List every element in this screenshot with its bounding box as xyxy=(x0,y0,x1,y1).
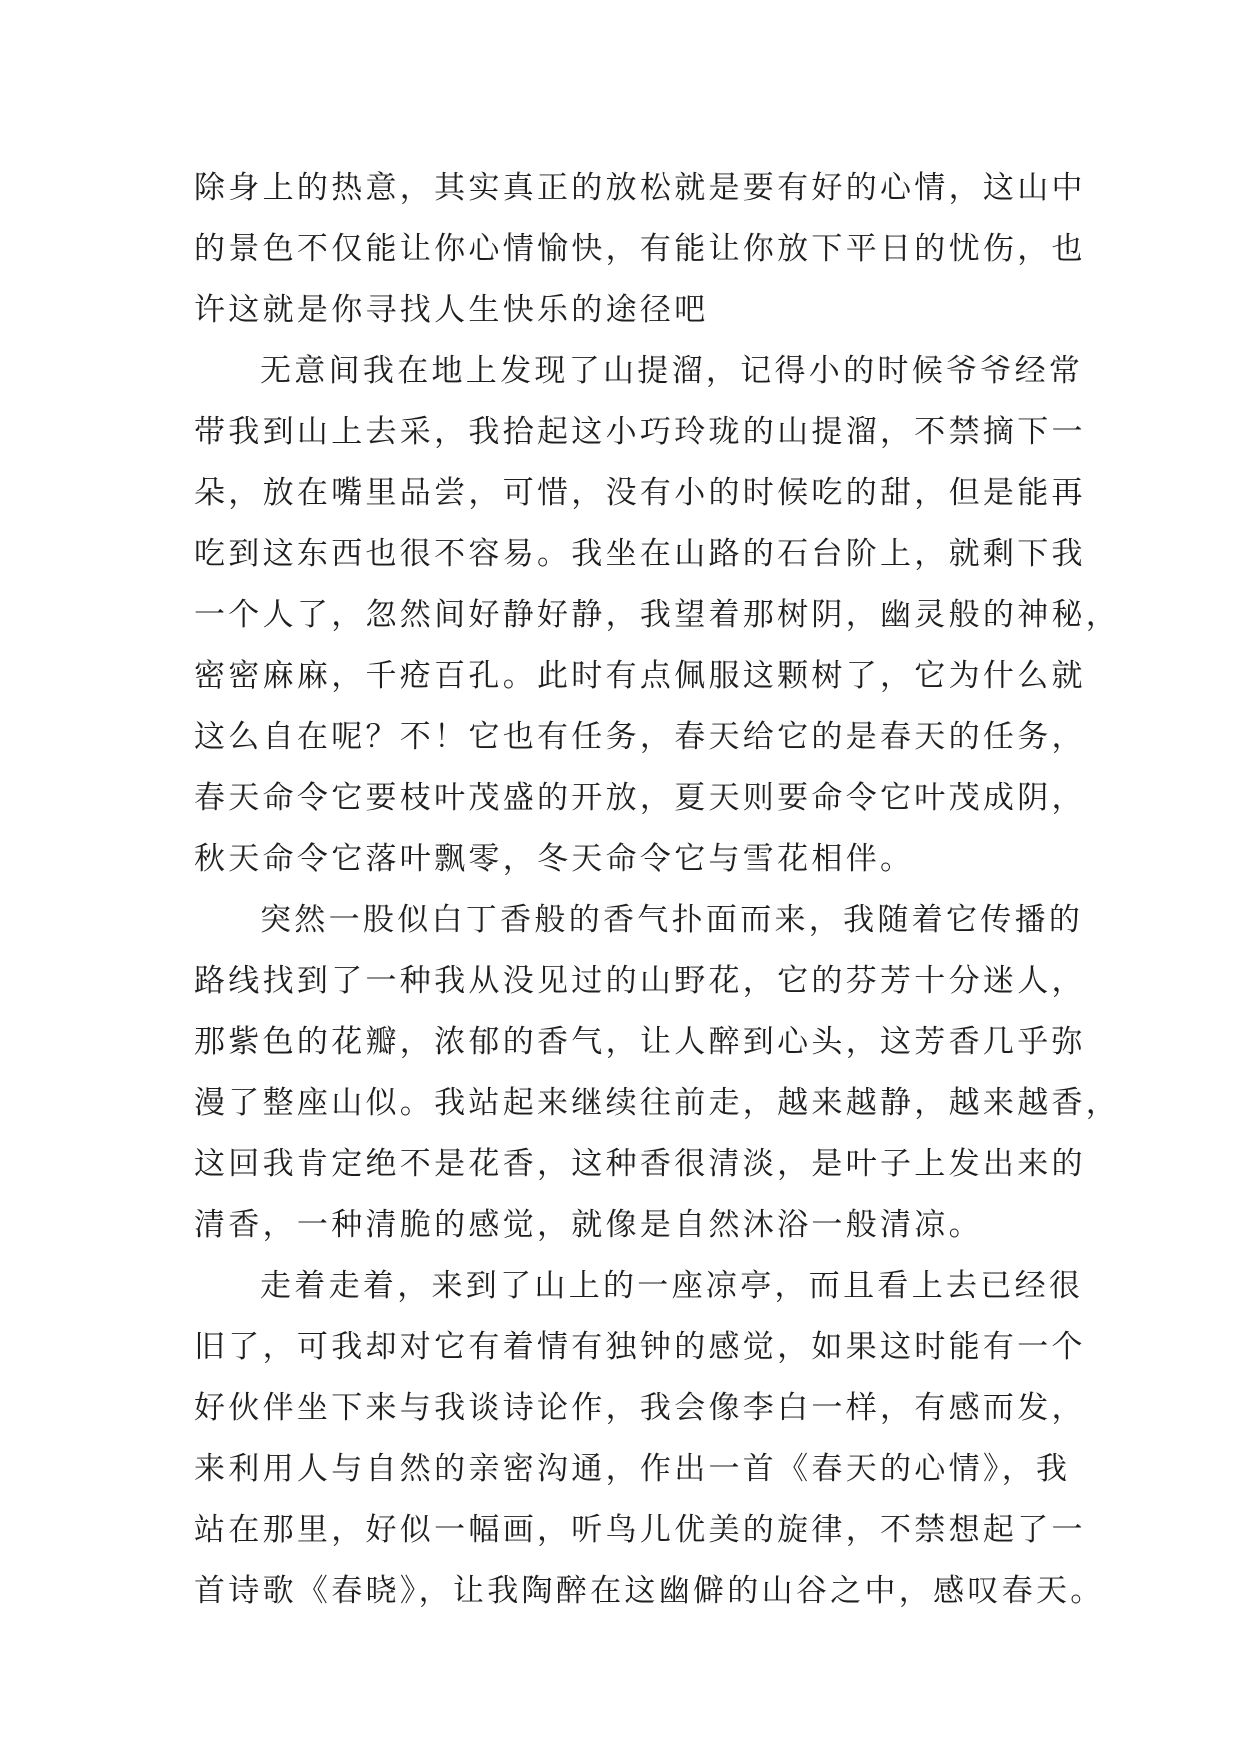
paragraph-2 xyxy=(194,341,1121,890)
text-line: 无意间我在地上发现了山提溜，记得小的时候爷爷经常 xyxy=(260,353,1084,389)
text-line: 许这就是你寻找人生快乐的途径吧 xyxy=(194,292,709,328)
text-line: 漫了整座山似。我站起来继续往前走，越来越静，越来越香， xyxy=(194,1085,1121,1121)
text-line: 朵，放在嘴里品尝，可惜，没有小的时候吃的甜，但是能再 xyxy=(194,475,1086,511)
text-line: 这么自在呢？不！它也有任务，春天给它的是春天的任务， xyxy=(194,719,1086,755)
text-line: 清香，一种清脆的感觉，就像是自然沐浴一般清凉。 xyxy=(194,1207,983,1243)
paragraph-3 xyxy=(194,890,1121,1256)
paragraph-1 xyxy=(194,158,1086,341)
text-line: 带我到山上去采，我拾起这小巧玲珑的山提溜，不禁摘下一 xyxy=(194,414,1086,450)
text-line: 首诗歌《春晓》，让我陶醉在这幽僻的山谷之中，感叹春天。 xyxy=(194,1573,1105,1609)
text-line: 吃到这东西也很不容易。我坐在山路的石台阶上，就剩下我 xyxy=(194,536,1086,572)
text-line: 来利用人与自然的亲密沟通，作出一首《春天的心情》，我 xyxy=(194,1451,1071,1487)
text-line: 那紫色的花瓣，浓郁的香气，让人醉到心头，这芳香几乎弥 xyxy=(194,1024,1086,1060)
text-line: 密密麻麻，千疮百孔。此时有点佩服这颗树了，它为什么就 xyxy=(194,658,1086,694)
text-line: 这回我肯定绝不是花香，这种香很清淡，是叶子上发出来的 xyxy=(194,1146,1086,1182)
text-line: 的景色不仅能让你心情愉快，有能让你放下平日的忧伤，也 xyxy=(194,231,1086,267)
text-line: 路线找到了一种我从没见过的山野花，它的芬芳十分迷人， xyxy=(194,963,1086,999)
document-body xyxy=(194,158,1121,1622)
paragraph-4 xyxy=(194,1256,1105,1622)
text-line: 好伙伴坐下来与我谈诗论作，我会像李白一样，有感而发， xyxy=(194,1390,1086,1426)
text-line: 秋天命令它落叶飘零，冬天命令它与雪花相伴。 xyxy=(194,841,915,877)
text-line: 突然一股似白丁香般的香气扑面而来，我随着它传播的 xyxy=(260,902,1084,938)
text-line: 除身上的热意，其实真正的放松就是要有好的心情，这山中 xyxy=(194,170,1086,206)
text-line: 站在那里，好似一幅画，听鸟儿优美的旋律，不禁想起了一 xyxy=(194,1512,1086,1548)
text-line: 春天命令它要枝叶茂盛的开放，夏天则要命令它叶茂成阴， xyxy=(194,780,1086,816)
text-line: 一个人了，忽然间好静好静，我望着那树阴，幽灵般的神秘， xyxy=(194,597,1121,633)
text-line: 走着走着，来到了山上的一座凉亭，而且看上去已经很 xyxy=(260,1268,1084,1304)
text-line: 旧了，可我却对它有着情有独钟的感觉，如果这时能有一个 xyxy=(194,1329,1086,1365)
